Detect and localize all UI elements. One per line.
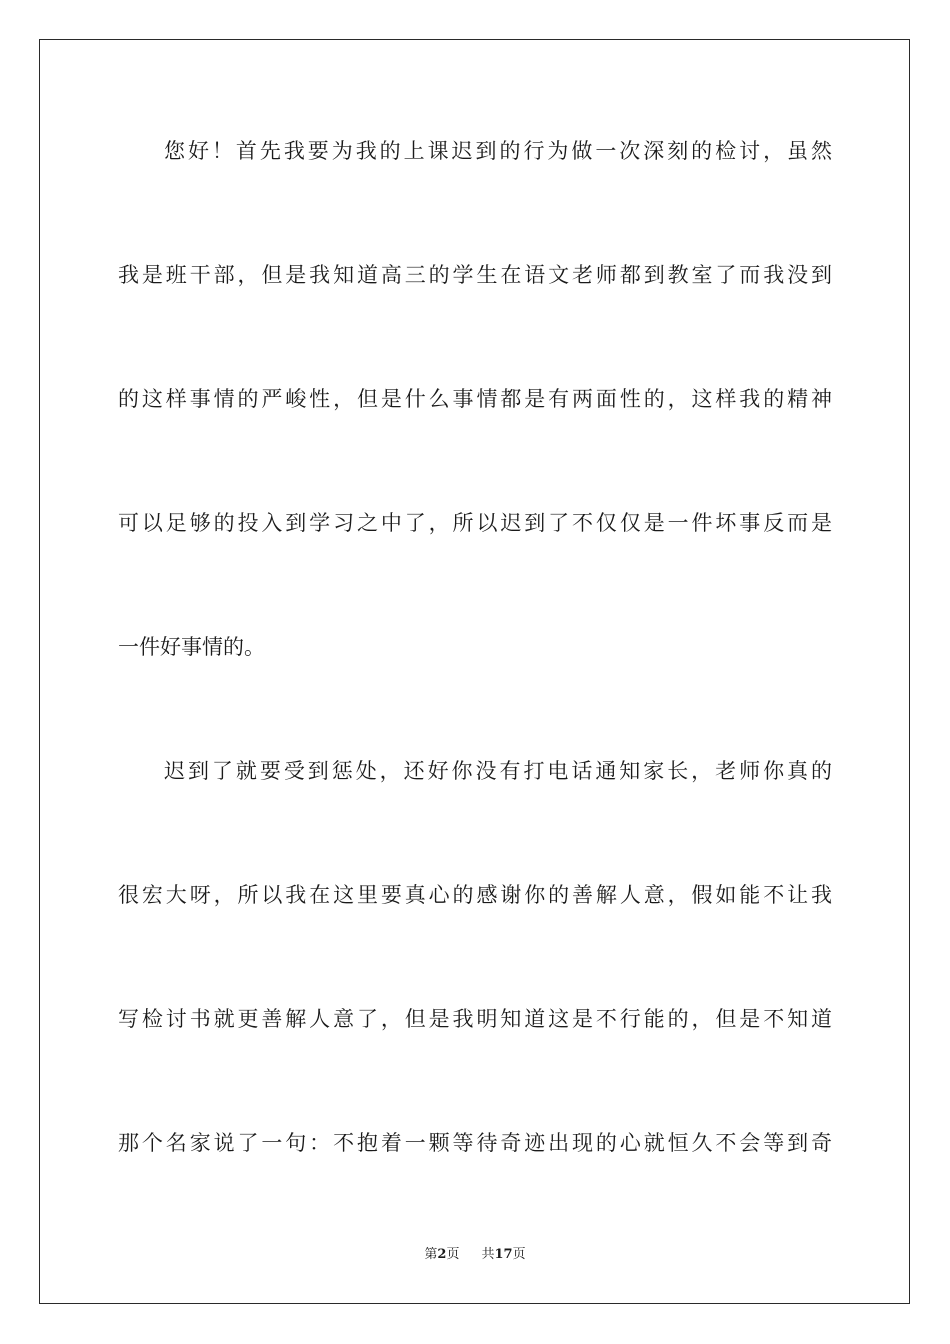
- paragraph-2-line-1: 迟到了就要受到惩处，还好你没有打电话通知家长，老师你真的: [164, 759, 832, 783]
- paragraph-1-line-3: 的这样事情的严峻性，但是什么事情都是有两面性的，这样我的精神: [118, 387, 832, 411]
- page-border: [39, 39, 910, 1304]
- paragraph-1-line-2: 我是班干部，但是我知道高三的学生在语文老师都到教室了而我没到: [118, 263, 832, 287]
- page-suffix: 页: [446, 1247, 460, 1262]
- paragraph-2-line-2: 很宏大呀，所以我在这里要真心的感谢你的善解人意，假如能不让我: [118, 883, 832, 907]
- total-prefix: 共: [481, 1247, 495, 1262]
- total-pages: 17: [494, 1247, 513, 1262]
- paragraph-2-line-4: 那个名家说了一句：不抱着一颗等待奇迹出现的心就恒久不会等到奇: [118, 1131, 832, 1155]
- total-suffix: 页: [512, 1247, 526, 1262]
- paragraph-2-line-3: 写检讨书就更善解人意了，但是我明知道这是不行能的，但是不知道: [118, 1007, 832, 1031]
- page-prefix: 第: [424, 1247, 438, 1262]
- paragraph-1-line-1: 您好！首先我要为我的上课迟到的行为做一次深刻的检讨，虽然: [164, 139, 832, 163]
- page-number: 2: [437, 1247, 447, 1262]
- paragraph-1-line-4: 可以足够的投入到学习之中了，所以迟到了不仅仅是一件坏事反而是: [118, 511, 832, 535]
- paragraph-1-line-5: 一件好事情的。: [118, 635, 265, 659]
- page-footer: [0, 1246, 950, 1264]
